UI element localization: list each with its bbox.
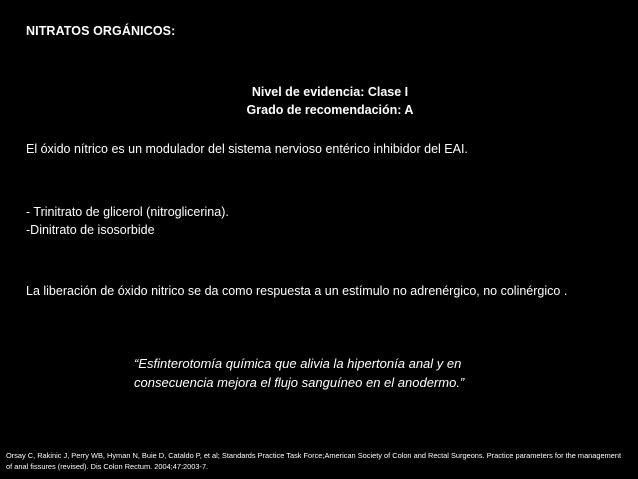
paragraph-release: La liberación de óxido nitrico se da como respuesta a un estímulo no adrenérgico, no colinérgico . [26, 284, 568, 298]
evidence-block [0, 83, 638, 119]
drug-list-item: - Trinitrato de glicerol (nitroglicerina). [26, 205, 229, 219]
citation: Orsay C, Rakinic J, Perry WB, Hyman N, Buie D, Cataldo P, et al; Standards Practice Task Force;American Society of Colon and Rectal Surgeons. Practice parameters for the management of anal fissures (revised). Dis Colon Rectum. 2004;47:2003-7. [6, 451, 622, 471]
quote: “Esfinterotomía química que alivia la hipertonía anal y en consecuencia mejora el flujo sanguíneo en el anodermo.” [134, 356, 465, 390]
paragraph-nitric-oxide: El óxido nítrico es un modulador del sistema nervioso entérico inhibidor del EAI. [26, 142, 468, 156]
recommendation-grade: Grado de recomendación: A [246, 103, 414, 117]
slide-title: NITRATOS ORGÁNICOS: [26, 24, 176, 38]
evidence-level: Nivel de evidencia: Clase I [251, 85, 409, 99]
drug-list-item: -Dinitrato de isosorbide [26, 223, 155, 237]
drug-list [26, 203, 626, 239]
